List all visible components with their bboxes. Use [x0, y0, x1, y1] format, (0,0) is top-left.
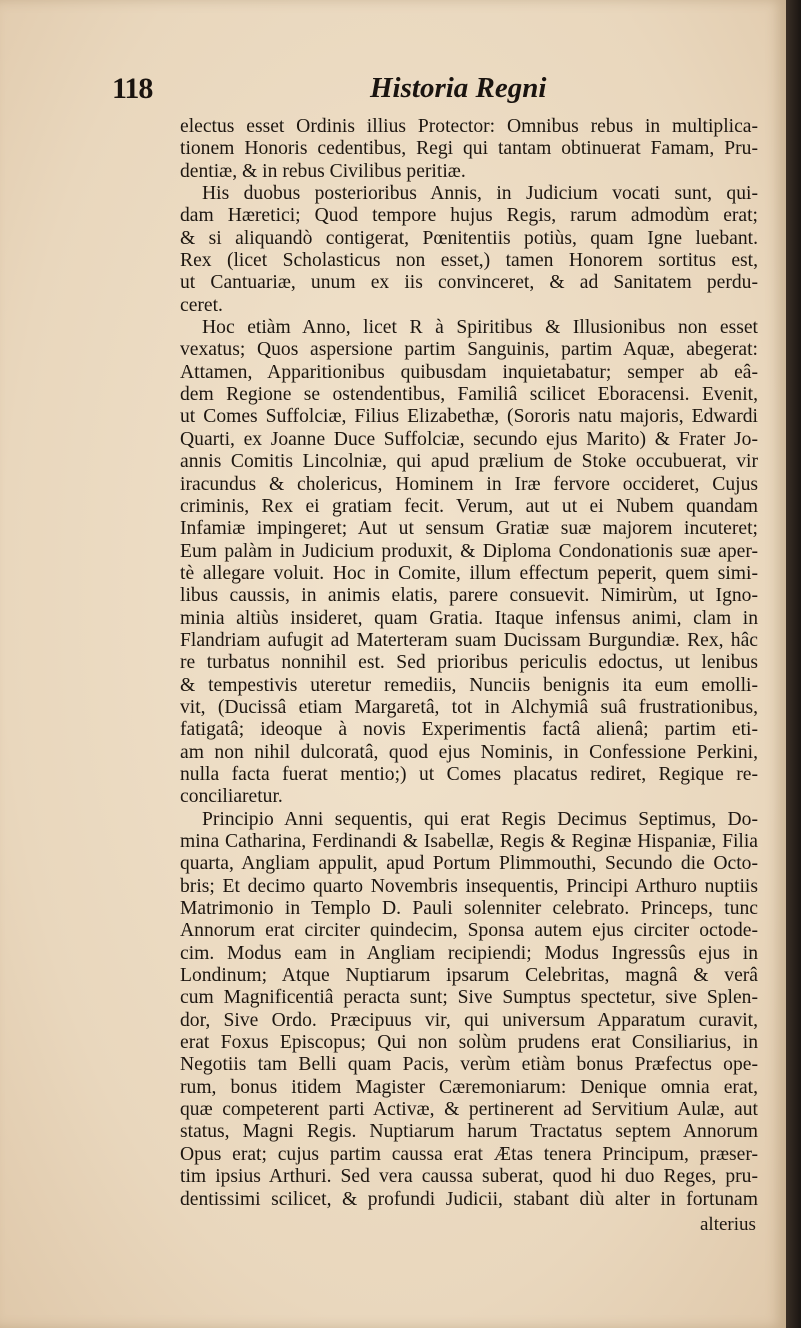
text-line: mina Catharina, Ferdinandi & Isabellæ, Regis & Reginæ Hispaniæ, Filia — [180, 831, 758, 852]
text-line: quæ competerent parti Activæ, & pertinerent ad Servitium Aulæ, aut — [180, 1099, 758, 1121]
text-line: ut Cantuariæ, unum ex iis convinceret, & ad Sanitatem perdu- — [180, 272, 758, 294]
text-line: status, Magni Regis. Nuptiarum harum Tractatus septem Annorum — [180, 1121, 758, 1143]
text-line: criminis, Rex ei gratiam fecit. Verum, aut ut ei Nubem quandam — [180, 495, 758, 517]
text-line: iracundus & cholericus, Hominem in Iræ fervore occideret, Cujus — [180, 473, 758, 495]
text-line: fatigatâ; ideoque à novis Experimentis factâ alienâ; partim eti- — [180, 719, 758, 741]
text-line: libus caussis, in animis elatis, parere consuevit. Nimirùm, ut Igno- — [180, 585, 758, 607]
text-line: Rex (licet Scholasticus non esset,) tamen Honorem sortitus est, — [180, 250, 758, 272]
text-line: Eum palàm in Judicium produxit, & Diploma Condonationis suæ aper- — [180, 540, 758, 562]
text-line: minia altiùs insideret, quam Gratia. Itaque infensus animi, clam in — [180, 607, 758, 629]
page-number: 118 — [112, 72, 153, 105]
text-line: vit, (Ducissâ etiam Margaretâ, tot in Alchymiâ suâ frustrationibus, — [180, 696, 758, 718]
text-line: re turbatus nonnihil est. Sed prioribus periculis edoctus, ut lenibus — [180, 652, 758, 674]
text-line: dam Hæretici; Quod tempore hujus Regis, rarum admodùm erat; — [180, 205, 758, 227]
text-line: cim. Modus eam in Angliam recipiendi; Modus Ingressûs ejus in — [180, 942, 758, 964]
running-title: Historia Regni — [370, 72, 547, 104]
book-edge — [786, 0, 801, 1328]
text-line: & si aliquandò contigerat, Pœnitentiis potiùs, quam Igne luebant. — [180, 227, 758, 249]
text-line: quarta, Angliam appulit, apud Portum Plimmouthi, Secundo die Octo- — [180, 853, 758, 875]
text-line: annis Comitis Lincolniæ, qui apud prælium de Stoke occubuerat, vir — [180, 451, 758, 473]
text-line: ut Comes Suffolciæ, Filius Elizabethæ, (Sororis natu majoris, Edwardi — [180, 406, 758, 428]
text-line: erat Foxus Episcopus; Qui non solùm prudens erat Consiliarius, in — [180, 1032, 758, 1054]
text-line: Infamiæ impingeret; Aut ut sensum Gratiæ suæ majorem incuteret; — [180, 518, 758, 540]
text-line: rum, bonus itidem Magister Cæremoniarum: Denique omnia erat, — [180, 1076, 758, 1098]
text-line: His duobus posterioribus Annis, in Judicium vocati sunt, qui- — [202, 183, 758, 205]
text-line: Attamen, Apparitionibus quibusdam inquietabatur; semper ab eâ- — [180, 361, 758, 383]
text-line: Matrimonio in Templo D. Pauli solenniter celebrato. Princeps, tunc — [180, 898, 758, 920]
text-line: dentissimi scilicet, & profundi Judicii, stabant diù alter in fortunam — [180, 1188, 758, 1210]
text-line: vexatus; Quos aspersione partim Sanguinis, partim Aquæ, abegerat: — [180, 339, 758, 361]
text-line: Hoc etiàm Anno, licet R à Spiritibus & Illusionibus non esset — [202, 317, 758, 339]
text-line: tè allegare voluit. Hoc in Comite, illum effectum peperit, quem simi- — [180, 562, 758, 584]
text-line: & tempestivis uteretur remediis, Nunciis benignis ita eum emolli- — [180, 674, 758, 696]
text-line: am non nihil dulcoratâ, quod ejus Nominis, in Confessione Perkini, — [180, 741, 758, 763]
body-text — [180, 116, 758, 1211]
text-line: Principio Anni sequentis, qui erat Regis Decimus Septimus, Do- — [202, 808, 758, 830]
text-line: tionem Honoris cedentibus, Regi qui tantam obtinuerat Famam, Pru- — [180, 138, 758, 160]
text-line: dem Regione se ostendentibus, Familiâ scilicet Eboracensi. Evenit, — [180, 384, 758, 406]
text-line: Negotiis tam Belli quam Pacis, verùm etiàm bonus Præfectus ope- — [180, 1054, 758, 1076]
text-line: ceret. — [180, 294, 223, 316]
text-line: dentiæ, & in rebus Civilibus peritiæ. — [180, 160, 466, 182]
text-line: dor, Sive Ordo. Præcipuus vir, qui universum Apparatum curavit, — [180, 1009, 758, 1031]
page-header — [112, 72, 772, 116]
text-line: tim ipsius Arthuri. Sed vera caussa suberat, quod hi duo Reges, pru- — [180, 1166, 758, 1188]
text-line: Quarti, ex Joanne Duce Suffolciæ, secundo ejus Marito) & Frater Jo- — [180, 428, 758, 450]
text-line: Londinum; Atque Nuptiarum ipsarum Celebritas, magnâ & verâ — [180, 965, 758, 987]
text-line: conciliaretur. — [180, 786, 283, 808]
text-line: electus esset Ordinis illius Protector: Omnibus rebus in multiplica- — [180, 116, 758, 137]
text-line: cum Magnificentiâ peracta sunt; Sive Sumptus spectetur, sive Splen- — [180, 987, 758, 1009]
text-line: Annorum erat circiter quindecim, Sponsa autem ejus circiter octode- — [180, 920, 758, 942]
text-line: Opus erat; cujus partim caussa erat Ætas tenera Principum, præser- — [180, 1143, 758, 1165]
text-line: nulla facta fuerat mentio;) ut Comes placatus rediret, Regique re- — [180, 763, 758, 785]
text-line: bris; Et decimo quarto Novembris insequentis, Principi Arthuro nuptiis — [180, 875, 758, 897]
catchword: alterius — [700, 1214, 756, 1235]
text-line: Flandriam aufugit ad Materteram suam Ducissam Burgundiæ. Rex, hâc — [180, 629, 758, 651]
